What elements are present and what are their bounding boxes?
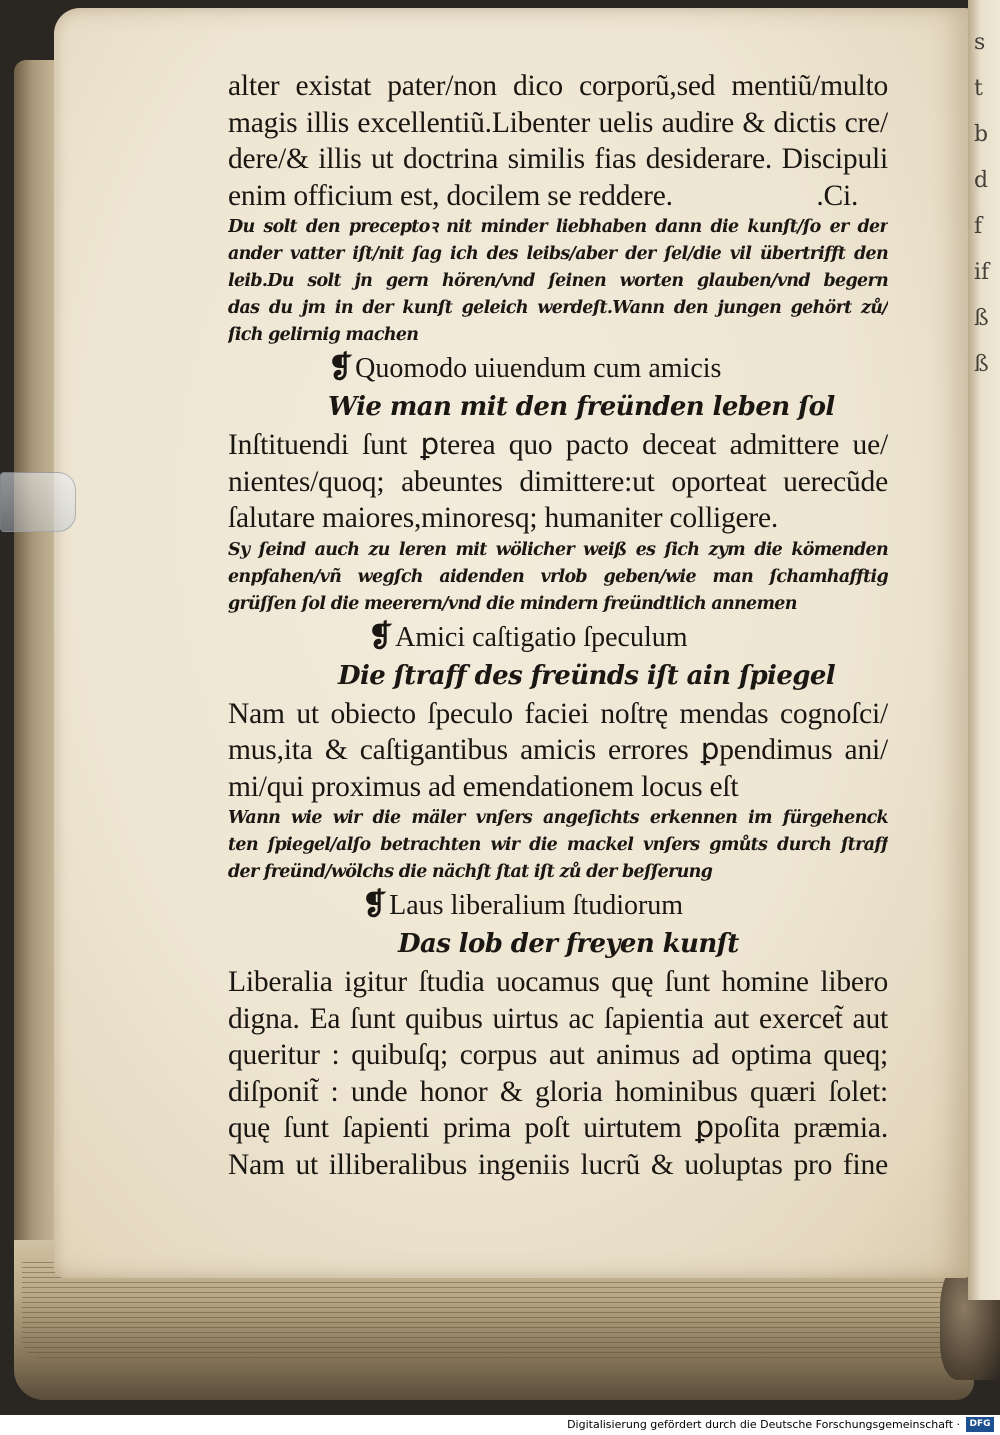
dfg-logo: DFG xyxy=(966,1417,994,1432)
latin-line-text: enim officium est, docilem se reddere. .Ci. xyxy=(228,179,859,212)
heading-text: Amici caſtigatio ſpeculum xyxy=(395,621,688,653)
latin-line: dere/& illis ut doctrina similis fias desiderare. Discipuli xyxy=(228,143,888,175)
latin-line: queritur : quibuſq; corpus aut animus ad optima queq; xyxy=(228,1039,888,1071)
latin-line: Liberalia igitur ſtudia uocamus quę ſunt homine libero xyxy=(228,966,888,998)
section-heading-german: Das lob der freyen kunſt xyxy=(398,929,739,959)
latin-line: Nam ut obiecto ſpeculo faciei noſtrę mendas cognoſci/ xyxy=(228,697,888,730)
german-line: grüſſen ſol die meerern/vnd die mindern freündtlich annemen xyxy=(228,593,797,614)
latin-line: ſalutare maiores,minoresq; humaniter colligere. xyxy=(228,502,779,534)
latin-line: quę ſunt ſapienti prima poſt uirtutem ꝑpoſita præmia. xyxy=(228,1112,888,1144)
heading-text: Quomodo uiuendum cum amicis xyxy=(355,353,722,384)
german-line: ander vatter iſt/nit ſag ich des leibs/aber der ſel/die vil übertrifft den xyxy=(228,244,888,264)
funding-credit: Digitalisierung gefördert durch die Deutsche Forschungsgemeinschaft · xyxy=(567,1418,960,1431)
latin-line: mi/qui proximus ad emendationem locus eſt xyxy=(228,770,739,803)
german-line: enpfahen/vñ wegſch aidenden vrlob geben/wie man ſchamhafftig xyxy=(228,566,888,587)
german-line: Sy ſeind auch zu leren mit wölicher weiß es ſich zym die kömenden xyxy=(228,539,888,560)
latin-line: magis illis excellentiũ.Libenter uelis audire & dictis cre/ xyxy=(228,106,888,139)
page-text xyxy=(228,68,888,1183)
section-heading-latin xyxy=(228,349,888,387)
heading-text: Laus liberalium ſtudiorum xyxy=(389,890,684,921)
latin-line: Inſtituendi ſunt ꝑterea quo pacto deceat admittere ue/ xyxy=(228,429,888,461)
section-heading-latin xyxy=(228,886,888,924)
facing-page-text: s t b d f if ß ß xyxy=(974,30,990,377)
latin-line: digna. Ea ſunt quibus uirtus ac ſapientia aut exercet̃ aut xyxy=(228,1002,888,1035)
pilcrow-icon: ❡ xyxy=(368,618,394,654)
latin-line: nientes/quoq; abeuntes dimittere:ut oporteat uerecũde xyxy=(228,465,888,498)
german-line: leib.Du solt jn gern hören/vnd ſeinen worten glauben/vnd begern xyxy=(228,271,888,291)
latin-line: alter existat pater/non dico corporũ,sed mentiũ/multo xyxy=(228,70,888,102)
section-heading-german: Wie man mit den freünden leben ſol xyxy=(328,392,835,422)
page-marker-tab xyxy=(0,472,76,532)
german-line: das du jm in der kunſt geleich werdeſt.Wann den jungen gehört zů/ xyxy=(228,298,888,318)
german-line: Du solt den preceptoꝛ nit minder liebhaben dann die kunſt/ſo er der xyxy=(228,217,888,237)
latin-line xyxy=(228,178,888,215)
section-heading-german: Die ſtraff des freünds iſt ain ſpiegel xyxy=(338,660,836,691)
latin-line: diſponit̃ : unde honor & gloria hominibus quæri ſolet: xyxy=(228,1075,888,1108)
section-heading-latin xyxy=(228,618,888,656)
pilcrow-icon: ❡ xyxy=(328,350,354,385)
facing-page-sliver xyxy=(968,0,1000,1300)
german-line: ten ſpiegel/alſo betrachten wir die mackel vnſers gmůts durch ſtraff xyxy=(228,835,888,855)
german-line: Wann wie wir die mäler vnſers angeſichts erkennen im fürgehenck xyxy=(228,808,888,828)
latin-line: mus,ita & caſtigantibus amicis errores ꝑpendimus ani/ xyxy=(228,734,888,766)
german-line: ſich gelirnig machen xyxy=(228,325,419,345)
latin-line: Nam ut illiberalibus ingeniis lucrũ & uoluptas pro fine xyxy=(228,1148,888,1181)
pilcrow-icon: ❡ xyxy=(362,887,388,922)
german-line: der freünd/wölchs die nächſt ſtat iſt zů der beſſerung xyxy=(228,862,713,882)
